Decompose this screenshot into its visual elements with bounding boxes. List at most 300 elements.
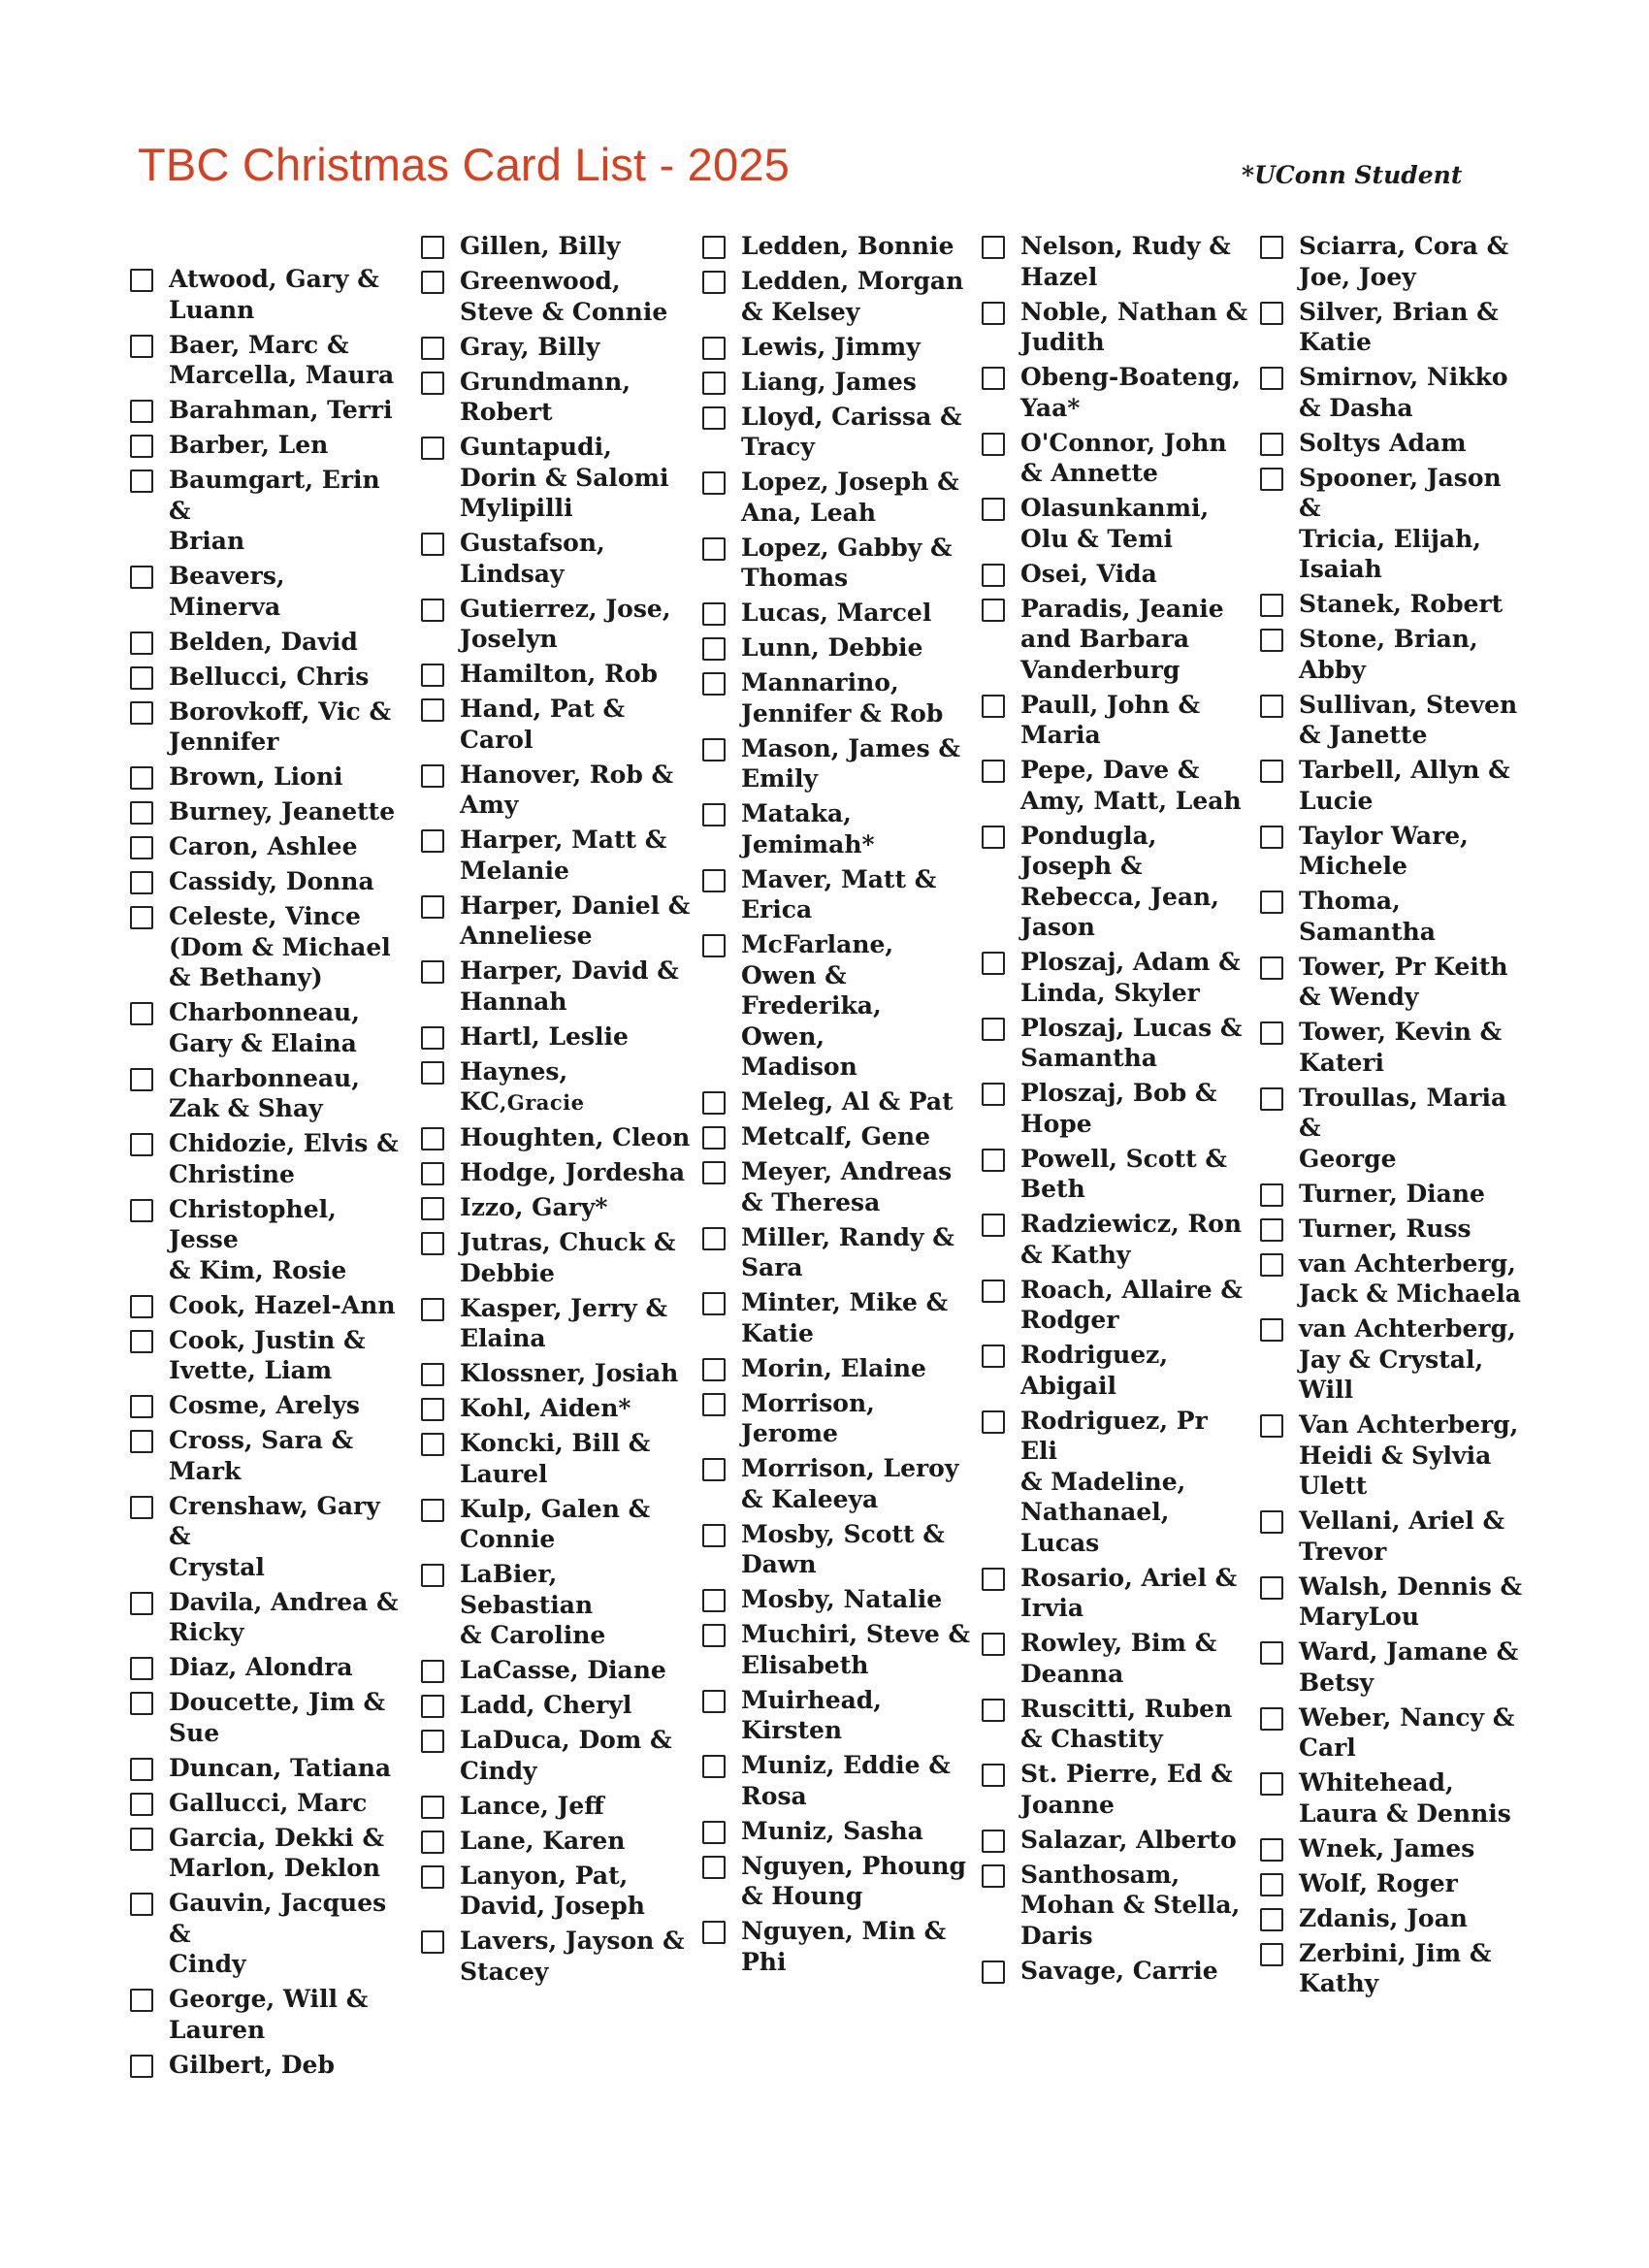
list-item[interactable] bbox=[980, 297, 1251, 358]
checkbox[interactable] bbox=[130, 1828, 153, 1851]
checkbox[interactable] bbox=[421, 1695, 444, 1718]
list-item[interactable] bbox=[1258, 1017, 1530, 1078]
list-item[interactable] bbox=[700, 1619, 972, 1680]
checkbox[interactable] bbox=[1260, 302, 1283, 325]
checkbox[interactable] bbox=[1260, 891, 1283, 914]
list-item[interactable] bbox=[700, 1388, 972, 1449]
list-item[interactable] bbox=[700, 598, 972, 629]
checkbox[interactable] bbox=[421, 1433, 444, 1456]
list-item[interactable] bbox=[1258, 1833, 1530, 1864]
checkbox[interactable] bbox=[1260, 1707, 1283, 1731]
contact-name: Ledden, Morgan & Kelsey bbox=[741, 267, 964, 326]
list-item[interactable] bbox=[980, 690, 1251, 751]
list-item[interactable] bbox=[700, 266, 972, 327]
list-item[interactable] bbox=[128, 561, 400, 622]
list-item[interactable] bbox=[1258, 1214, 1530, 1245]
list-item[interactable] bbox=[1258, 690, 1530, 751]
list-item[interactable] bbox=[128, 627, 400, 658]
list-item[interactable] bbox=[419, 1021, 691, 1053]
list-item[interactable] bbox=[419, 231, 691, 262]
list-item[interactable] bbox=[419, 594, 691, 655]
checkbox[interactable] bbox=[130, 801, 153, 825]
checkbox[interactable] bbox=[130, 470, 153, 493]
checkbox[interactable] bbox=[421, 1127, 444, 1150]
checkbox[interactable] bbox=[1260, 1087, 1283, 1111]
list-item[interactable] bbox=[700, 864, 972, 925]
checkbox[interactable] bbox=[1260, 826, 1283, 849]
list-item[interactable] bbox=[128, 831, 400, 862]
checkbox[interactable] bbox=[982, 367, 1005, 390]
list-item[interactable] bbox=[128, 1325, 400, 1386]
checkbox[interactable] bbox=[702, 1690, 726, 1713]
list-item[interactable] bbox=[419, 332, 691, 363]
list-item[interactable] bbox=[1258, 231, 1530, 292]
list-item[interactable] bbox=[980, 1694, 1251, 1755]
checkbox[interactable] bbox=[702, 1821, 726, 1844]
list-item[interactable] bbox=[419, 956, 691, 1017]
list-item[interactable] bbox=[1258, 1571, 1530, 1633]
list-item[interactable] bbox=[980, 821, 1251, 943]
checkbox[interactable] bbox=[130, 906, 153, 929]
list-item[interactable] bbox=[1258, 1506, 1530, 1567]
list-item[interactable] bbox=[1258, 297, 1530, 358]
list-item[interactable] bbox=[419, 891, 691, 952]
checkbox[interactable] bbox=[130, 400, 153, 423]
checkbox[interactable] bbox=[130, 766, 153, 790]
checkbox[interactable] bbox=[982, 760, 1005, 783]
list-item[interactable] bbox=[700, 929, 972, 1083]
checkbox[interactable] bbox=[702, 738, 726, 761]
checkbox[interactable] bbox=[702, 672, 726, 696]
list-item[interactable] bbox=[419, 659, 691, 690]
list-item[interactable] bbox=[419, 266, 691, 327]
checkbox[interactable] bbox=[1260, 236, 1283, 259]
list-item[interactable] bbox=[1258, 1636, 1530, 1698]
list-item[interactable] bbox=[419, 1826, 691, 1857]
checkbox[interactable] bbox=[130, 1692, 153, 1715]
checkbox[interactable] bbox=[982, 1149, 1005, 1172]
list-item[interactable] bbox=[419, 1791, 691, 1822]
checkbox[interactable] bbox=[1260, 1838, 1283, 1862]
checkbox[interactable] bbox=[130, 1330, 153, 1353]
list-item[interactable] bbox=[128, 430, 400, 461]
checkbox[interactable] bbox=[982, 1830, 1005, 1853]
checkbox[interactable] bbox=[421, 960, 444, 984]
checkbox[interactable] bbox=[1260, 1021, 1283, 1045]
checkbox[interactable] bbox=[982, 1280, 1005, 1303]
checkbox[interactable] bbox=[702, 1292, 726, 1315]
checkbox[interactable] bbox=[1260, 956, 1283, 980]
list-item[interactable] bbox=[1258, 624, 1530, 685]
list-item[interactable] bbox=[980, 1860, 1251, 1952]
list-item[interactable] bbox=[980, 362, 1251, 423]
list-item[interactable] bbox=[1258, 821, 1530, 882]
list-item[interactable] bbox=[980, 1340, 1251, 1401]
list-item[interactable] bbox=[980, 1406, 1251, 1559]
checkbox[interactable] bbox=[1260, 1218, 1283, 1242]
checkbox[interactable] bbox=[702, 637, 726, 661]
checkbox[interactable] bbox=[982, 1699, 1005, 1722]
list-item[interactable] bbox=[980, 231, 1251, 292]
list-item[interactable] bbox=[419, 1157, 691, 1188]
checkbox[interactable] bbox=[982, 1345, 1005, 1368]
checkbox[interactable] bbox=[130, 871, 153, 894]
checkbox[interactable] bbox=[130, 1295, 153, 1318]
list-item[interactable] bbox=[700, 533, 972, 594]
list-item[interactable] bbox=[419, 1559, 691, 1651]
list-item[interactable] bbox=[419, 760, 691, 821]
checkbox[interactable] bbox=[421, 1363, 444, 1386]
checkbox[interactable] bbox=[1260, 1873, 1283, 1896]
checkbox[interactable] bbox=[1260, 629, 1283, 652]
checkbox[interactable] bbox=[982, 236, 1005, 259]
checkbox[interactable] bbox=[702, 1755, 726, 1778]
checkbox[interactable] bbox=[1260, 1772, 1283, 1796]
checkbox[interactable] bbox=[421, 271, 444, 294]
list-item[interactable] bbox=[419, 1655, 691, 1686]
checkbox[interactable] bbox=[982, 1864, 1005, 1888]
list-item[interactable] bbox=[1258, 463, 1530, 585]
checkbox[interactable] bbox=[982, 498, 1005, 521]
list-item[interactable] bbox=[128, 697, 400, 758]
checkbox[interactable] bbox=[702, 934, 726, 957]
checkbox[interactable] bbox=[982, 1410, 1005, 1434]
checkbox[interactable] bbox=[702, 1624, 726, 1647]
checkbox[interactable] bbox=[130, 1893, 153, 1916]
list-item[interactable] bbox=[419, 1926, 691, 1987]
checkbox[interactable] bbox=[982, 599, 1005, 622]
checkbox[interactable] bbox=[130, 1793, 153, 1816]
checkbox[interactable] bbox=[421, 1298, 444, 1321]
list-item[interactable] bbox=[700, 1685, 972, 1746]
list-item[interactable] bbox=[419, 432, 691, 524]
list-item[interactable] bbox=[128, 1128, 400, 1189]
contact-name: Smirnov, Nikko & Dasha bbox=[1299, 363, 1508, 422]
checkbox[interactable] bbox=[982, 302, 1005, 325]
list-item[interactable] bbox=[980, 493, 1251, 554]
list-item[interactable] bbox=[1258, 1409, 1530, 1502]
checkbox[interactable] bbox=[702, 236, 726, 259]
checkbox[interactable] bbox=[130, 701, 153, 725]
list-item[interactable] bbox=[700, 1086, 972, 1118]
list-item[interactable] bbox=[419, 825, 691, 886]
checkbox[interactable] bbox=[1260, 1943, 1283, 1966]
checkbox[interactable] bbox=[702, 1161, 726, 1184]
checkbox[interactable] bbox=[1260, 594, 1283, 617]
list-item[interactable] bbox=[1258, 428, 1530, 459]
checkbox[interactable] bbox=[130, 1592, 153, 1615]
checkbox[interactable] bbox=[421, 1660, 444, 1683]
list-item[interactable] bbox=[1258, 1903, 1530, 1934]
checkbox[interactable] bbox=[421, 599, 444, 622]
checkbox[interactable] bbox=[130, 1395, 153, 1418]
list-item[interactable] bbox=[128, 330, 400, 391]
checkbox[interactable] bbox=[130, 666, 153, 690]
checkbox[interactable] bbox=[702, 1589, 726, 1612]
checkbox[interactable] bbox=[982, 1214, 1005, 1237]
list-item[interactable] bbox=[128, 1587, 400, 1648]
checkbox[interactable] bbox=[421, 1162, 444, 1185]
checkbox[interactable] bbox=[130, 2055, 153, 2078]
list-item[interactable] bbox=[419, 367, 691, 428]
list-item[interactable] bbox=[1258, 1702, 1530, 1764]
list-item[interactable] bbox=[980, 594, 1251, 686]
checkbox[interactable] bbox=[130, 1068, 153, 1091]
list-item[interactable] bbox=[1258, 1767, 1530, 1829]
list-item[interactable] bbox=[700, 667, 972, 729]
checkbox[interactable] bbox=[1260, 1414, 1283, 1438]
list-item[interactable] bbox=[700, 1453, 972, 1514]
checkbox[interactable] bbox=[130, 836, 153, 859]
list-item[interactable] bbox=[980, 1275, 1251, 1336]
checkbox[interactable] bbox=[421, 372, 444, 395]
checkbox[interactable] bbox=[702, 271, 726, 294]
list-item[interactable] bbox=[700, 1816, 972, 1847]
list-item[interactable] bbox=[128, 1823, 400, 1884]
contact-name: Tarbell, Allyn & Lucie bbox=[1299, 756, 1510, 815]
list-item[interactable] bbox=[700, 402, 972, 463]
list-item[interactable] bbox=[1258, 952, 1530, 1013]
list-item[interactable] bbox=[419, 1056, 691, 1118]
checkbox[interactable] bbox=[702, 406, 726, 430]
list-item[interactable] bbox=[700, 367, 972, 398]
checkbox[interactable] bbox=[421, 1061, 444, 1085]
list-item[interactable] bbox=[128, 1425, 400, 1486]
list-item[interactable] bbox=[128, 761, 400, 793]
checkbox[interactable] bbox=[702, 1921, 726, 1944]
checkbox[interactable] bbox=[130, 632, 153, 655]
checkbox[interactable] bbox=[982, 952, 1005, 975]
list-item[interactable] bbox=[700, 1353, 972, 1384]
checkbox[interactable] bbox=[702, 471, 726, 495]
list-item[interactable] bbox=[1258, 1179, 1530, 1210]
list-item[interactable] bbox=[419, 1122, 691, 1153]
list-item[interactable] bbox=[1258, 1313, 1530, 1406]
checkbox[interactable] bbox=[702, 1358, 726, 1381]
checkbox[interactable] bbox=[421, 895, 444, 919]
checkbox[interactable] bbox=[702, 1458, 726, 1481]
list-item[interactable] bbox=[128, 1491, 400, 1583]
list-item[interactable] bbox=[980, 1209, 1251, 1270]
checkbox[interactable] bbox=[421, 437, 444, 460]
checkbox[interactable] bbox=[1260, 1908, 1283, 1931]
checkbox[interactable] bbox=[421, 1930, 444, 1954]
checkbox[interactable] bbox=[421, 698, 444, 722]
list-item[interactable] bbox=[419, 1428, 691, 1489]
list-item[interactable] bbox=[128, 465, 400, 557]
checkbox[interactable] bbox=[421, 1831, 444, 1854]
checkbox[interactable] bbox=[702, 537, 726, 561]
checkbox[interactable] bbox=[1260, 1253, 1283, 1277]
list-item[interactable] bbox=[128, 1063, 400, 1124]
list-item[interactable] bbox=[700, 1750, 972, 1811]
checkbox[interactable] bbox=[702, 1393, 726, 1416]
checkbox[interactable] bbox=[130, 435, 153, 458]
checkbox[interactable] bbox=[1260, 695, 1283, 718]
checkbox[interactable] bbox=[702, 803, 726, 826]
checkbox[interactable] bbox=[982, 1083, 1005, 1106]
list-item[interactable] bbox=[700, 1287, 972, 1348]
checkbox[interactable] bbox=[982, 826, 1005, 849]
list-item[interactable] bbox=[700, 467, 972, 528]
list-item[interactable] bbox=[128, 1290, 400, 1321]
list-item[interactable] bbox=[419, 1227, 691, 1288]
checkbox[interactable] bbox=[702, 1126, 726, 1150]
list-item[interactable] bbox=[700, 1156, 972, 1217]
list-item[interactable] bbox=[128, 1788, 400, 1819]
list-item[interactable] bbox=[700, 1121, 972, 1152]
list-item[interactable] bbox=[128, 662, 400, 693]
list-item[interactable] bbox=[1258, 1083, 1530, 1175]
checkbox[interactable] bbox=[1260, 1641, 1283, 1665]
list-item[interactable] bbox=[128, 901, 400, 993]
checkbox[interactable] bbox=[1260, 433, 1283, 456]
list-item[interactable] bbox=[128, 264, 400, 325]
checkbox[interactable] bbox=[1260, 1183, 1283, 1207]
list-item[interactable] bbox=[980, 755, 1251, 816]
checkbox[interactable] bbox=[421, 1026, 444, 1050]
list-item[interactable] bbox=[128, 1390, 400, 1421]
checkbox[interactable] bbox=[421, 236, 444, 259]
list-item[interactable] bbox=[1258, 1938, 1530, 1999]
list-item[interactable] bbox=[980, 1825, 1251, 1856]
list-item[interactable] bbox=[419, 1690, 691, 1721]
checkbox[interactable] bbox=[421, 1796, 444, 1819]
list-item[interactable] bbox=[980, 1563, 1251, 1624]
list-item[interactable] bbox=[1258, 589, 1530, 620]
list-item[interactable] bbox=[980, 1956, 1251, 1987]
list-item[interactable] bbox=[700, 1222, 972, 1283]
checkbox[interactable] bbox=[1260, 1510, 1283, 1534]
checkbox[interactable] bbox=[421, 337, 444, 360]
list-item[interactable] bbox=[700, 332, 972, 363]
list-item[interactable] bbox=[128, 1888, 400, 1980]
list-item[interactable] bbox=[419, 1494, 691, 1555]
checkbox[interactable] bbox=[982, 564, 1005, 587]
checkbox[interactable] bbox=[982, 1568, 1005, 1591]
list-item[interactable] bbox=[419, 1861, 691, 1922]
checkbox[interactable] bbox=[130, 1657, 153, 1680]
list-item[interactable] bbox=[128, 395, 400, 426]
checkbox[interactable] bbox=[702, 869, 726, 892]
checkbox[interactable] bbox=[982, 1018, 1005, 1041]
checkbox[interactable] bbox=[702, 1091, 726, 1115]
checkbox[interactable] bbox=[702, 1856, 726, 1879]
checkbox[interactable] bbox=[702, 337, 726, 360]
list-item[interactable] bbox=[128, 1652, 400, 1683]
list-item[interactable] bbox=[128, 1984, 400, 2045]
list-item[interactable] bbox=[980, 1759, 1251, 1820]
checkbox[interactable] bbox=[130, 1430, 153, 1453]
checkbox[interactable] bbox=[982, 433, 1005, 456]
list-item[interactable] bbox=[1258, 362, 1530, 423]
checkbox[interactable] bbox=[130, 1199, 153, 1222]
list-item[interactable] bbox=[700, 798, 972, 859]
list-item[interactable] bbox=[419, 1393, 691, 1424]
checkbox[interactable] bbox=[1260, 468, 1283, 491]
list-item[interactable] bbox=[1258, 755, 1530, 816]
checkbox[interactable] bbox=[702, 602, 726, 626]
list-item[interactable] bbox=[419, 1192, 691, 1223]
checkbox[interactable] bbox=[130, 269, 153, 292]
checkbox[interactable] bbox=[130, 1989, 153, 2012]
checkbox[interactable] bbox=[1260, 760, 1283, 783]
list-item[interactable] bbox=[419, 1293, 691, 1354]
checkbox[interactable] bbox=[982, 695, 1005, 718]
list-item[interactable] bbox=[980, 1013, 1251, 1074]
list-item[interactable] bbox=[700, 1851, 972, 1912]
checkbox[interactable] bbox=[421, 764, 444, 788]
checkbox[interactable] bbox=[982, 1764, 1005, 1787]
checkbox[interactable] bbox=[421, 829, 444, 853]
checkbox[interactable] bbox=[1260, 1318, 1283, 1342]
list-item[interactable] bbox=[419, 694, 691, 755]
checkbox[interactable] bbox=[130, 566, 153, 589]
list-item[interactable] bbox=[700, 632, 972, 664]
checkbox[interactable] bbox=[130, 1133, 153, 1156]
checkbox[interactable] bbox=[421, 1197, 444, 1220]
checkbox[interactable] bbox=[421, 1564, 444, 1587]
list-item[interactable] bbox=[1258, 1868, 1530, 1899]
list-item[interactable] bbox=[128, 1687, 400, 1748]
list-item[interactable] bbox=[980, 1144, 1251, 1205]
list-item[interactable] bbox=[980, 428, 1251, 489]
list-item[interactable] bbox=[128, 2050, 400, 2081]
list-item[interactable] bbox=[128, 997, 400, 1058]
list-item[interactable] bbox=[700, 231, 972, 262]
checkbox[interactable] bbox=[1260, 367, 1283, 390]
checkbox[interactable] bbox=[130, 1758, 153, 1781]
list-item[interactable] bbox=[980, 1078, 1251, 1139]
checkbox[interactable] bbox=[702, 1227, 726, 1250]
contact-name: Wolf, Roger bbox=[1299, 1868, 1458, 1897]
list-item[interactable] bbox=[128, 796, 400, 827]
list-item[interactable] bbox=[980, 1628, 1251, 1689]
list-item[interactable] bbox=[700, 733, 972, 794]
list-item[interactable] bbox=[419, 1725, 691, 1786]
list-item[interactable] bbox=[128, 1194, 400, 1286]
contact-name: Charbonneau, Gary & Elaina bbox=[169, 998, 360, 1057]
list-item[interactable] bbox=[1258, 886, 1530, 947]
list-item[interactable] bbox=[128, 1753, 400, 1784]
checkbox[interactable] bbox=[421, 1232, 444, 1255]
list-item[interactable] bbox=[1258, 1248, 1530, 1310]
checkbox[interactable] bbox=[982, 1633, 1005, 1656]
checkbox[interactable] bbox=[421, 533, 444, 556]
list-item[interactable] bbox=[980, 559, 1251, 590]
list-item[interactable] bbox=[700, 1584, 972, 1615]
checkbox[interactable] bbox=[130, 335, 153, 358]
list-item[interactable] bbox=[980, 947, 1251, 1008]
list-item[interactable] bbox=[419, 528, 691, 589]
checkbox[interactable] bbox=[421, 664, 444, 687]
list-item[interactable] bbox=[419, 1358, 691, 1389]
checkbox[interactable] bbox=[702, 1524, 726, 1547]
checkbox[interactable] bbox=[130, 1002, 153, 1025]
checkbox[interactable] bbox=[130, 1496, 153, 1519]
checkbox[interactable] bbox=[421, 1730, 444, 1753]
checkbox[interactable] bbox=[1260, 1576, 1283, 1600]
checkbox[interactable] bbox=[982, 1960, 1005, 1984]
checkbox[interactable] bbox=[421, 1865, 444, 1889]
contact-name: Hodge, Jordesha bbox=[460, 1158, 686, 1186]
checkbox[interactable] bbox=[421, 1499, 444, 1522]
checkbox[interactable] bbox=[702, 372, 726, 395]
list-item[interactable] bbox=[128, 866, 400, 897]
checkbox[interactable] bbox=[421, 1398, 444, 1421]
list-item[interactable] bbox=[700, 1519, 972, 1580]
list-item[interactable] bbox=[700, 1916, 972, 1977]
